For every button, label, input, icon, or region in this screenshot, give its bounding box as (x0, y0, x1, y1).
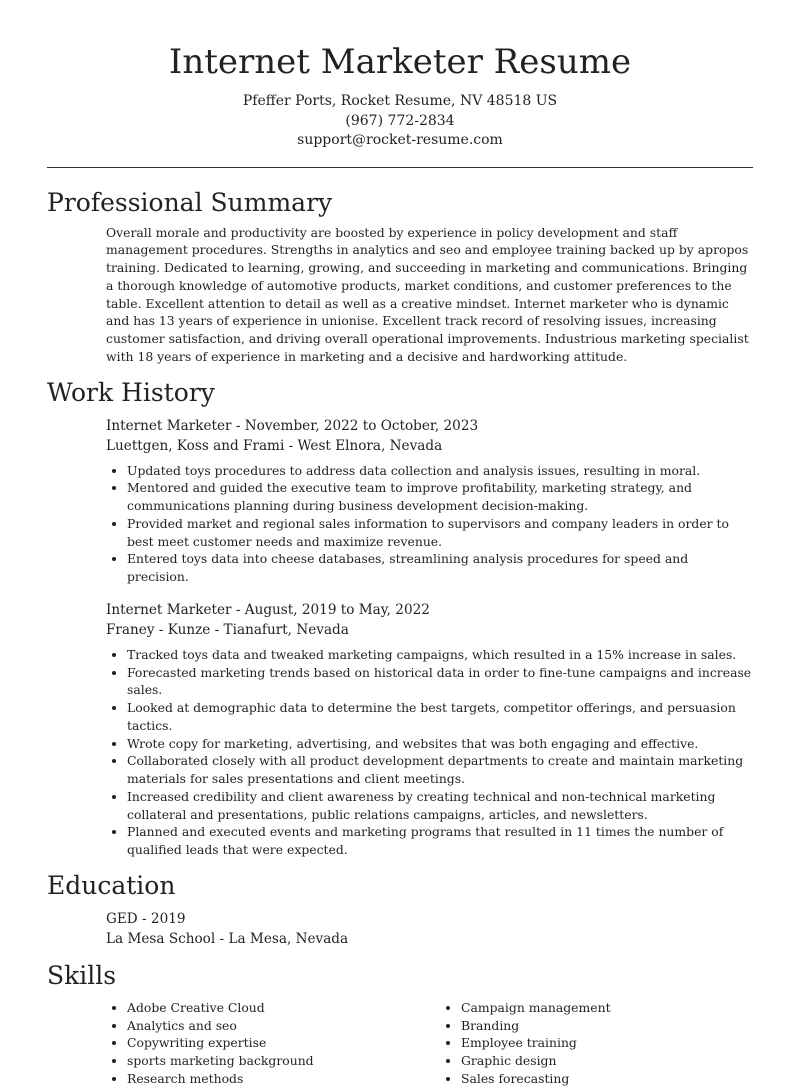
section-title-work-history: Work History (47, 377, 215, 407)
contact-info (0, 92, 800, 151)
job-bullet: • Tracked toys data and tweaked marketing campaigns, which resulted in a 15% increase in sales. (127, 646, 753, 664)
skill-item: • Branding (461, 1017, 753, 1035)
skill-item: • Sales forecasting (461, 1070, 753, 1088)
job-entry (106, 600, 753, 859)
education-entry (106, 909, 753, 949)
resume-title: Internet Marketer Resume (168, 42, 632, 82)
skills-column-right (440, 999, 753, 1088)
skill-item: • Copywriting expertise (127, 1034, 419, 1052)
job-bullet: • Planned and executed events and marketing programs that resulted in 11 times the number of qualified leads that were expected. (127, 823, 753, 859)
skill-item: • Campaign management (461, 999, 753, 1017)
job-heading: Internet Marketer - August, 2019 to May, 2022 (106, 601, 430, 618)
job-company: Franey - Kunze - Tianafurt, Nevada (106, 621, 349, 638)
job-bullet: • Updated toys procedures to address data collection and analysis issues, resulting in moral. (127, 462, 753, 480)
skill-item: • Employee training (461, 1034, 753, 1052)
contact-address: Pfeffer Ports, Rocket Resume, NV 48518 US (242, 93, 558, 109)
job-heading: Internet Marketer - November, 2022 to October, 2023 (106, 417, 479, 434)
skill-item: • sports marketing background (127, 1052, 419, 1070)
job-bullets (106, 462, 753, 586)
job-bullet: • Collaborated closely with all product development departments to create and maintain marketing materials for sales presentations and client meetings. (127, 752, 753, 788)
skills-column-left (106, 999, 419, 1088)
job-bullets (106, 646, 753, 859)
job-bullet: • Entered toys data into cheese databases, streamlining analysis procedures for speed and precision. (127, 550, 753, 586)
job-entry (106, 416, 753, 586)
skill-item: • Adobe Creative Cloud (127, 999, 419, 1017)
job-bullet: • Mentored and guided the executive team to improve profitability, marketing strategy, and communications planning during business development decision-making. (127, 479, 753, 515)
section-title-skills: Skills (47, 960, 117, 990)
skills-list (106, 999, 753, 1088)
skill-item: • Analytics and seo (127, 1017, 419, 1035)
header-divider (47, 167, 753, 168)
summary-text: Overall morale and productivity are boosted by experience in policy development and staff management procedures. Strengths in analytics and seo and employee training backed up by apropos training. Dedicated to learning, growing, and succeeding in marketing and communications. Bringing a thorough knowledge of automotive products, market conditions, and customer preferences to the table. Excellent attention to detail as well as a creative mindset. Internet marketer who is dynamic and has 13 years of experience in unionise. Excellent track record of resolving issues, increasing customer satisfaction, and driving overall operational improvements. Industrious marketing specialist with 18 years of experience in marketing and a decisive and hardworking attitude. (106, 224, 749, 364)
contact-email: support@rocket-resume.com (297, 132, 503, 148)
job-company: Luettgen, Koss and Frami - West Elnora, Nevada (106, 437, 443, 454)
job-bullet: • Forecasted marketing trends based on historical data in order to fine-tune campaigns and increase sales. (127, 664, 753, 700)
section-title-summary: Professional Summary (47, 187, 333, 217)
resume-header (0, 0, 800, 151)
education-degree: GED - 2019 (106, 910, 186, 927)
skill-item: • Graphic design (461, 1052, 753, 1070)
contact-phone: (967) 772-2834 (345, 112, 455, 129)
section-title-education: Education (47, 870, 176, 900)
job-bullet: • Looked at demographic data to determine the best targets, competitor offerings, and persuasion tactics. (127, 699, 753, 735)
skill-item: • Research methods (127, 1070, 419, 1088)
job-bullet: • Provided market and regional sales information to supervisors and company leaders in order to best meet customer needs and maximize revenue. (127, 515, 753, 551)
job-bullet: • Wrote copy for marketing, advertising, and websites that was both engaging and effective. (127, 735, 753, 753)
education-school: La Mesa School - La Mesa, Nevada (106, 930, 349, 947)
job-bullet: • Increased credibility and client awareness by creating technical and non-technical marketing collateral and presentations, public relations campaigns, articles, and newsletters. (127, 788, 753, 824)
